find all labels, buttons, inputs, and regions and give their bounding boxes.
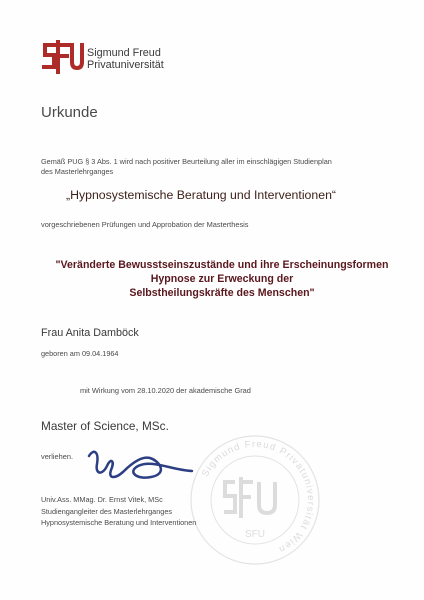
university-seal — [185, 430, 325, 570]
seal-mark-label: SFU — [245, 529, 265, 540]
certificate-title: Urkunde — [41, 104, 98, 121]
intro-line-2: des Masterlehrganges — [41, 167, 114, 176]
thesis-line-1: "Veränderte Bewusstseinszustände und ihre Erscheinungsformen — [55, 259, 389, 271]
institution-logo — [41, 40, 164, 76]
thesis-title — [35, 258, 409, 300]
signatory-block — [41, 494, 196, 529]
intro-line-1: Gemäß PUG § 3 Abs. 1 wird nach positiver Beurteilung aller im einschlägigen Studienplan — [41, 157, 332, 166]
institution-name-line-2: Privatuniversität — [87, 59, 164, 71]
thesis-line-2: Hypnose zur Erweckung der — [150, 273, 294, 285]
academic-degree: Master of Science, MSc. — [41, 419, 169, 433]
exam-statement: vorgeschriebenen Prüfungen und Approbation der Masterthesis — [41, 220, 249, 229]
programme-title: „Hypnosystemische Beratung und Interventionen“ — [66, 188, 336, 202]
signatory-programme: Hypnosystemische Beratung und Interventionen — [41, 518, 197, 527]
thesis-line-3: Selbstheilungskräfte des Menschen" — [129, 287, 315, 299]
institution-name-line-1: Sigmund Freud — [87, 47, 161, 59]
signatory-name: Univ.Ass. MMag. Dr. Ernst Vitek, MSc — [41, 495, 163, 504]
signatory-role: Studiengangleiter des Masterlehrganges — [41, 506, 173, 516]
conferred-text: verliehen. — [41, 452, 74, 461]
seal-text: Sigmund Freud Privatuniversität Wien — [199, 438, 317, 556]
institution-name — [87, 47, 164, 71]
sfu-logo-mark — [41, 40, 84, 74]
recipient-name: Frau Anita Damböck — [41, 327, 139, 339]
degree-effective-date: mit Wirkung vom 28.10.2020 der akademische Grad — [80, 386, 251, 395]
birth-date: geboren am 09.04.1964 — [41, 349, 119, 358]
intro-text — [41, 157, 391, 177]
